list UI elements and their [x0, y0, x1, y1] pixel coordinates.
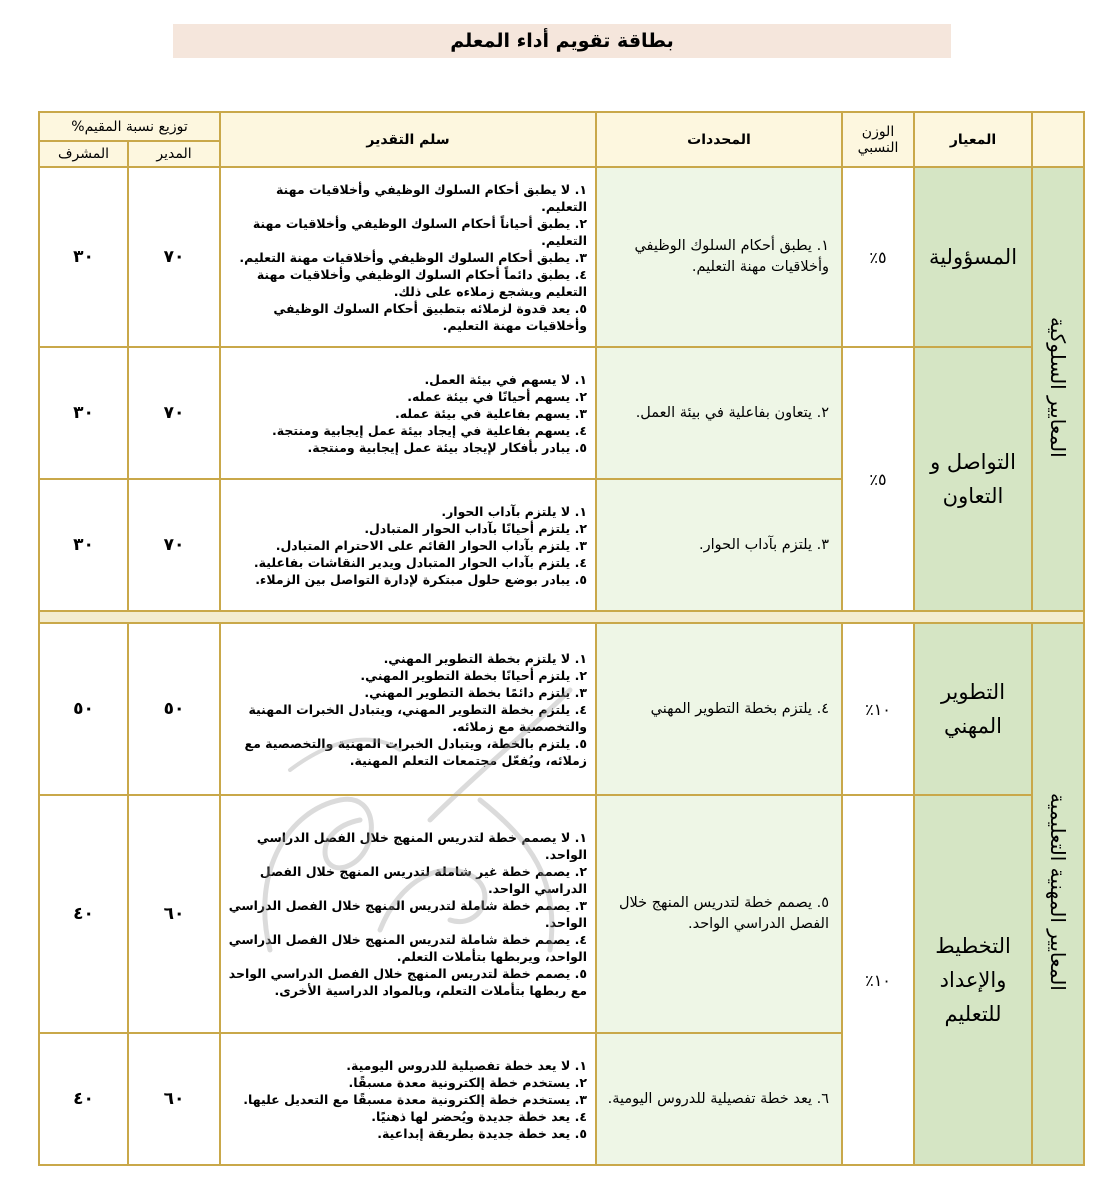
weight-cell: ٥٪	[842, 347, 914, 611]
scale-item: ٥. يبادر بوضع حلول مبتكرة لإدارة التواصل بين الزملاء.	[255, 571, 587, 587]
scale-item: ٥. يصمم خطة لتدريس المنهج خلال الفصل الدراسي الواحد مع ربطها بتأملات التعلم، وبالمواد الدراسية الأخرى.	[228, 966, 587, 998]
scale-cell	[220, 167, 596, 347]
determinant-cell: ٤. يلتزم بخطة التطوير المهني	[596, 623, 842, 795]
scale-item: ٥. يلتزم بالخطة، ويتبادل الخبرات المهنية والتخصصية مع زملائه، ويُفعّل مجتمعات التعلم المهنية.	[244, 735, 587, 768]
supervisor-percent: ٣٠	[39, 167, 128, 347]
standard-professional	[1032, 623, 1084, 1165]
determinant-cell: ١. يطبق أحكام السلوك الوظيفي وأخلاقيات مهنة التعليم.	[596, 167, 842, 347]
header-principal: المدير	[128, 141, 220, 167]
scale-item: ٤. يلتزم بآداب الحوار المتبادل ويدير النقاشات بفاعلية.	[253, 554, 587, 570]
scale-item: ٥. يبادر بأفكار لإيجاد بيئة عمل إيجابية ومنتجة.	[307, 439, 587, 455]
weight-cell: ١٠٪	[842, 795, 914, 1165]
header-weight: الوزن النسبي	[842, 112, 914, 167]
determinant-cell: ٥. يصمم خطة لتدريس المنهج خلال الفصل الدراسي الواحد.	[596, 795, 842, 1033]
scale-item: ٤. يصمم خطة شاملة لتدريس المنهج خلال الفصل الدراسي الواحد، ويربطها بتأملات التعلم.	[228, 932, 587, 964]
section-separator	[39, 611, 1084, 623]
scale-list	[227, 650, 587, 769]
header-supervisor: المشرف	[39, 141, 128, 167]
scale-item: ٣. يصمم خطة شاملة لتدريس المنهج خلال الفصل الدراسي الواحد.	[228, 898, 587, 930]
principal-percent: ٧٠	[128, 479, 220, 611]
weight-cell: ٥٪	[842, 167, 914, 347]
scale-item: ٢. يلتزم أحيانًا بآداب الحوار المتبادل.	[364, 520, 587, 536]
scale-list	[227, 181, 587, 334]
supervisor-percent: ٤٠	[39, 795, 128, 1033]
scale-item: ٤. يطبق دائماً أحكام السلوك الوظيفي وأخلاقيات مهنة التعليم ويشجع زملاءه على ذلك.	[256, 266, 587, 299]
scale-item: ٢. يطبق أحياناً أحكام السلوك الوظيفي وأخلاقيات مهنة التعليم.	[252, 215, 587, 248]
criterion-communication: التواصل و التعاون	[914, 347, 1032, 611]
supervisor-percent: ٤٠	[39, 1033, 128, 1165]
header-determinants: المحددات	[596, 112, 842, 167]
scale-item: ٣. يلتزم بآداب الحوار القائم على الاحترام المتبادل.	[275, 537, 587, 553]
table-row	[39, 623, 1084, 795]
header-scale: سلم التقدير	[220, 112, 596, 167]
principal-percent: ٧٠	[128, 167, 220, 347]
scale-item: ١. لا يصمم خطة لتدريس المنهج خلال الفصل الدراسي الواحد.	[256, 830, 587, 862]
principal-percent: ٥٠	[128, 623, 220, 795]
supervisor-percent: ٣٠	[39, 479, 128, 611]
scale-cell	[220, 795, 596, 1033]
table-row	[39, 167, 1084, 347]
scale-item: ٢. يصمم خطة غير شاملة لتدريس المنهج خلال الفصل الدراسي الواحد.	[259, 864, 587, 896]
scale-item: ٣. يسهم بفاعلية في بيئة عمله.	[395, 405, 587, 421]
determinant-cell: ٣. يلتزم بآداب الحوار.	[596, 479, 842, 611]
table-row	[39, 347, 1084, 479]
scale-item: ٥. يعد خطة جديدة بطريقة إبداعية.	[377, 1125, 587, 1141]
page-title: بطاقة تقويم أداء المعلم	[450, 30, 674, 52]
evaluation-table	[38, 111, 1085, 1166]
determinant-cell: ٢. يتعاون بفاعلية في بيئة العمل.	[596, 347, 842, 479]
scale-item: ١. لا يلتزم بخطة التطوير المهني.	[383, 650, 587, 666]
principal-percent: ٦٠	[128, 1033, 220, 1165]
supervisor-percent: ٥٠	[39, 623, 128, 795]
scale-item: ٣. يلتزم دائمًا بخطة التطوير المهني.	[364, 684, 587, 700]
supervisor-percent: ٣٠	[39, 347, 128, 479]
scale-item: ٣. يطبق أحكام السلوك الوظيفي وأخلاقيات مهنة التعليم.	[239, 249, 587, 265]
scale-item: ١. لا يعد خطة تفصيلية للدروس اليومية.	[346, 1057, 587, 1073]
scale-cell	[220, 1033, 596, 1165]
scale-item: ١. لا يلتزم بآداب الحوار.	[441, 503, 587, 519]
scale-item: ١. لا يسهم في بيئة العمل.	[424, 371, 587, 387]
page-title-bar	[173, 24, 951, 58]
header-distribution: توزيع نسبة المقيم%	[39, 112, 220, 141]
scale-item: ١. لا يطبق أحكام السلوك الوظيفي وأخلاقيات مهنة التعليم.	[275, 181, 587, 214]
scale-list	[227, 503, 587, 588]
scale-cell	[220, 623, 596, 795]
scale-list	[227, 1057, 587, 1142]
scale-list	[227, 371, 587, 456]
standard-professional-label: المعايير المهنية التعليمية	[1046, 793, 1070, 991]
scale-item: ٤. يلتزم بخطة التطوير المهني، ويتبادل الخبرات المهنية والتخصصية مع زملائه.	[248, 701, 587, 734]
determinant-cell: ٦. يعد خطة تفصيلية للدروس اليومية.	[596, 1033, 842, 1165]
header-criterion: المعيار	[914, 112, 1032, 167]
principal-percent: ٦٠	[128, 795, 220, 1033]
weight-cell: ١٠٪	[842, 623, 914, 795]
scale-item: ٤. يعد خطة جديدة ويُحضر لها ذهنيًا.	[371, 1108, 587, 1124]
table-row	[39, 795, 1084, 1033]
header-blank	[1032, 112, 1084, 167]
scale-item: ٥. يعد قدوة لزملائه بتطبيق أحكام السلوك الوظيفي وأخلاقيات مهنة التعليم.	[273, 300, 587, 333]
scale-item: ٤. يسهم بفاعلية في إيجاد بيئة عمل إيجابية ومنتجة.	[272, 422, 587, 438]
scale-item: ٢. يستخدم خطة إلكترونية معدة مسبقًا.	[348, 1074, 587, 1090]
criterion-development: التطوير المهني	[914, 623, 1032, 795]
principal-percent: ٧٠	[128, 347, 220, 479]
separator-cell	[39, 611, 1084, 623]
scale-cell	[220, 479, 596, 611]
scale-item: ٢. يسهم أحيانًا في بيئة عمله.	[407, 388, 587, 404]
scale-item: ٣. يستخدم خطة إلكترونية معدة مسبقًا مع التعديل عليها.	[243, 1091, 587, 1107]
scale-item: ٢. يلتزم أحيانًا بخطة التطوير المهني.	[360, 667, 587, 683]
criterion-planning: التخطيط والإعداد للتعليم	[914, 795, 1032, 1165]
standard-behavioral	[1032, 167, 1084, 611]
standard-behavioral-label: المعايير السلوكية	[1046, 316, 1070, 458]
criterion-responsibility: المسؤولية	[914, 167, 1032, 347]
scale-list	[227, 829, 587, 999]
scale-cell	[220, 347, 596, 479]
